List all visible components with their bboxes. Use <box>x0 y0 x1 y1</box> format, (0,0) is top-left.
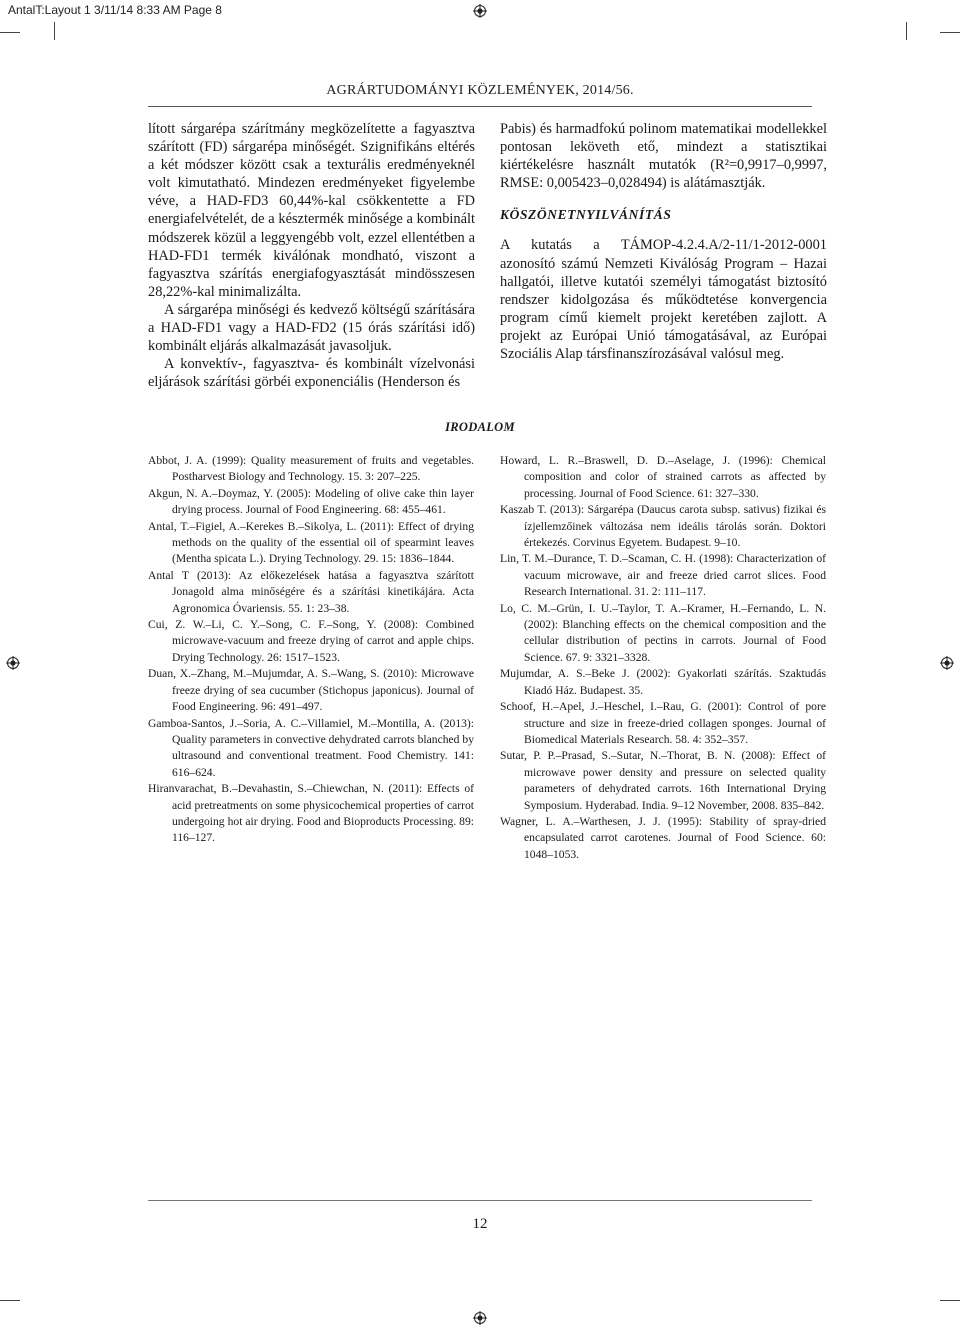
header-rule <box>148 106 812 107</box>
registration-mark-right-icon <box>940 656 954 670</box>
journal-header: AGRÁRTUDOMÁNYI KÖZLEMÉNYEK, 2014/56. <box>326 83 634 98</box>
reference-item: Howard, L. R.–Braswell, D. D.–Aselage, J. (1996): Chemical composition and color of strained carrots as affected by processing. Journal of Food Science. 61: 327–330. <box>500 454 826 500</box>
body-paragraph: A konvektív-, fagyasztva- és kombinált vízelvonási eljárások szárítási görbéi exponenciális (Henderson és <box>148 356 475 391</box>
registration-mark-bottom-icon <box>473 1311 487 1325</box>
reference-item: Schoof, H.–Apel, J.–Heschel, I.–Rau, G. (2001): Control of pore structure and size in freeze-dried collagen sponges. Journal of Biomedical Materials Research. 58. 4: 352–357. <box>500 700 826 746</box>
crop-mark-top-right-h <box>940 32 960 33</box>
reference-item: Wagner, L. A.–Warthesen, J. J. (1995): Stability of spray-dried encapsulated carrot carotenes. Journal of Food Science. 60: 1048–1053. <box>500 814 826 861</box>
footer-rule <box>148 1200 812 1201</box>
reference-item: Gamboa-Santos, J.–Soria, A. C.–Villamiel, M.–Montilla, A. (2013): Quality parameters in convective dehydrated carrots blanched by ultrasound and conventional treatment. Food Chemistry. 141: 616–624. <box>148 716 474 779</box>
body-column-right <box>500 120 827 363</box>
body-column-left <box>148 120 475 391</box>
crop-mark-top-right-v <box>906 22 907 40</box>
references-right <box>500 453 826 863</box>
acknowledgement-heading: KÖSZÖNETNYILVÁNÍTÁS <box>500 207 672 223</box>
reference-item: Sutar, P. P.–Prasad, S.–Sutar, N.–Thorat, B. N. (2008): Effect of microwave power density and pressure on selected quality parameters of dehydrated carrots. 16th International Drying Symposium. Hyderabad. India. 9–12 November, 2008. 835–842. <box>500 749 826 812</box>
crop-mark-bottom-left-h <box>0 1300 20 1301</box>
body-paragraph: Pabis) és harmadfokú polinom matematikai modellekkel pontosan leköveth ető, mindezt a statisztikai kiértékelésre használt mutatók (R²=0,9917–0,9997, RMSE: 0,005423–0,028494) is alátámasztják. <box>500 121 827 192</box>
registration-mark-top-icon <box>473 4 487 18</box>
reference-item: Akgun, N. A.–Doymaz, Y. (2005): Modeling of olive cake thin layer drying process. Journal of Food Engineering. 68: 455–461. <box>148 486 474 517</box>
body-paragraph: lított sárgarépa szárítmány megközelítette a fagyasztva szárított (FD) sárgarépa minőségét. Szignifikáns eltérés a két módszer között csak a texturális eredményeknél volt kimutatható. Mindezen eredményeket figyelembe véve, a HAD-FD3 60,44%-kal csökkentette a FD energiafelvételét, de a késztermék minősége a kombinált módszerek közül a leggyengébb volt, ezzel ellentétben a HAD-FD1 termék kiválónak mondható, viszont a fagyasztva szárítás energiafogyasztását mindösszesen 28,22%-kal minimalizálta. <box>148 121 475 300</box>
references-left <box>148 453 474 847</box>
reference-item: Mujumdar, A. S.–Beke J. (2002): Gyakorlati szárítás. Szaktudás Kiadó Ház. Budapest. 35. <box>500 667 826 697</box>
reference-item: Abbot, J. A. (1999): Quality measurement of fruits and vegetables. Postharvest Biology and Technology. 15. 3: 207–225. <box>148 454 474 484</box>
crop-mark-top-left-h <box>0 32 20 33</box>
crop-mark-bottom-right-h <box>940 1300 960 1301</box>
reference-item: Antal, T.–Figiel, A.–Kerekes B.–Sikolya, L. (2011): Effect of drying methods on the quality of the essential oil of spearmint leaves (Mentha spicata L.). Drying Technology. 29. 15: 1836–1844. <box>148 519 474 566</box>
references-title: IRODALOM <box>445 420 515 434</box>
reference-item: Kaszab T. (2013): Sárgarépa (Daucus carota subsp. sativus) fizikai és ízjellemzőinek változása nem ideális tárolás során. Doktori értekezés. Corvinus Egyetem. Budapest. 9–10. <box>500 503 826 550</box>
reference-item: Duan, X.–Zhang, M.–Mujumdar, A. S.–Wang, S. (2010): Microwave freeze drying of sea cucumber (Stichopus japonicus). Journal of Food Engineering. 96: 491–497. <box>148 667 474 714</box>
reference-item: Hiranvarachat, B.–Devahastin, S.–Chiewchan, N. (2011): Effects of acid pretreatments on some physicochemical properties of carrot undergoing hot air drying. Food and Bioproducts Processing. 89: 116–127. <box>148 782 474 845</box>
crop-mark-top-left-v <box>54 22 55 40</box>
registration-mark-left-icon <box>6 656 20 670</box>
slug-text: AntalT:Layout 1 3/11/14 8:33 AM Page 8 <box>8 3 222 17</box>
body-paragraph: A sárgarépa minőségi és kedvező költségű szárítására a HAD-FD1 vagy a HAD-FD2 (15 órás szárítási idő) kombinált eljárás alkalmazását javasoljuk. <box>148 301 475 355</box>
reference-item: Antal T (2013): Az előkezelések hatása a fagyasztva szárított Jonagold alma minőségére és a szárítási kinetikájára. Acta Agronomica Óvariensis. 55. 1: 23–38. <box>148 568 474 615</box>
reference-item: Lin, T. M.–Durance, T. D.–Scaman, C. H. (1998): Characterization of vacuum microwave, air and freeze dried carrot slices. Food Research International. 31. 2: 111–117. <box>500 552 826 599</box>
reference-item: Cui, Z. W.–Li, C. Y.–Song, C. F.–Song, Y. (2008): Combined microwave-vacuum and freeze drying of carrot and apple chips. Drying Technology. 26: 1517–1523. <box>148 618 474 664</box>
page-number: 12 <box>472 1216 488 1232</box>
acknowledgement-text: A kutatás a TÁMOP-4.2.4.A/2-11/1-2012-0001 azonosító számú Nemzeti Kiválóság Program – Hazai hallgatói, illetve kutatói személyi támogatást biztosító rendszer kidolgozása és működtetése konvergencia program című kiemelt projekt keretében zajlott. A projekt az Európai Unió támogatásával, az Európai Szociális Alap társfinanszírozásával valósul meg. <box>500 237 827 363</box>
reference-item: Lo, C. M.–Grün, I. U.–Taylor, T. A.–Kramer, H.–Fernando, L. N. (2002): Blanching effects on the chemical composition and the cellular distribution of pectins in carrots. Journal of Food Science. 67. 9: 3321–3328. <box>500 601 826 664</box>
